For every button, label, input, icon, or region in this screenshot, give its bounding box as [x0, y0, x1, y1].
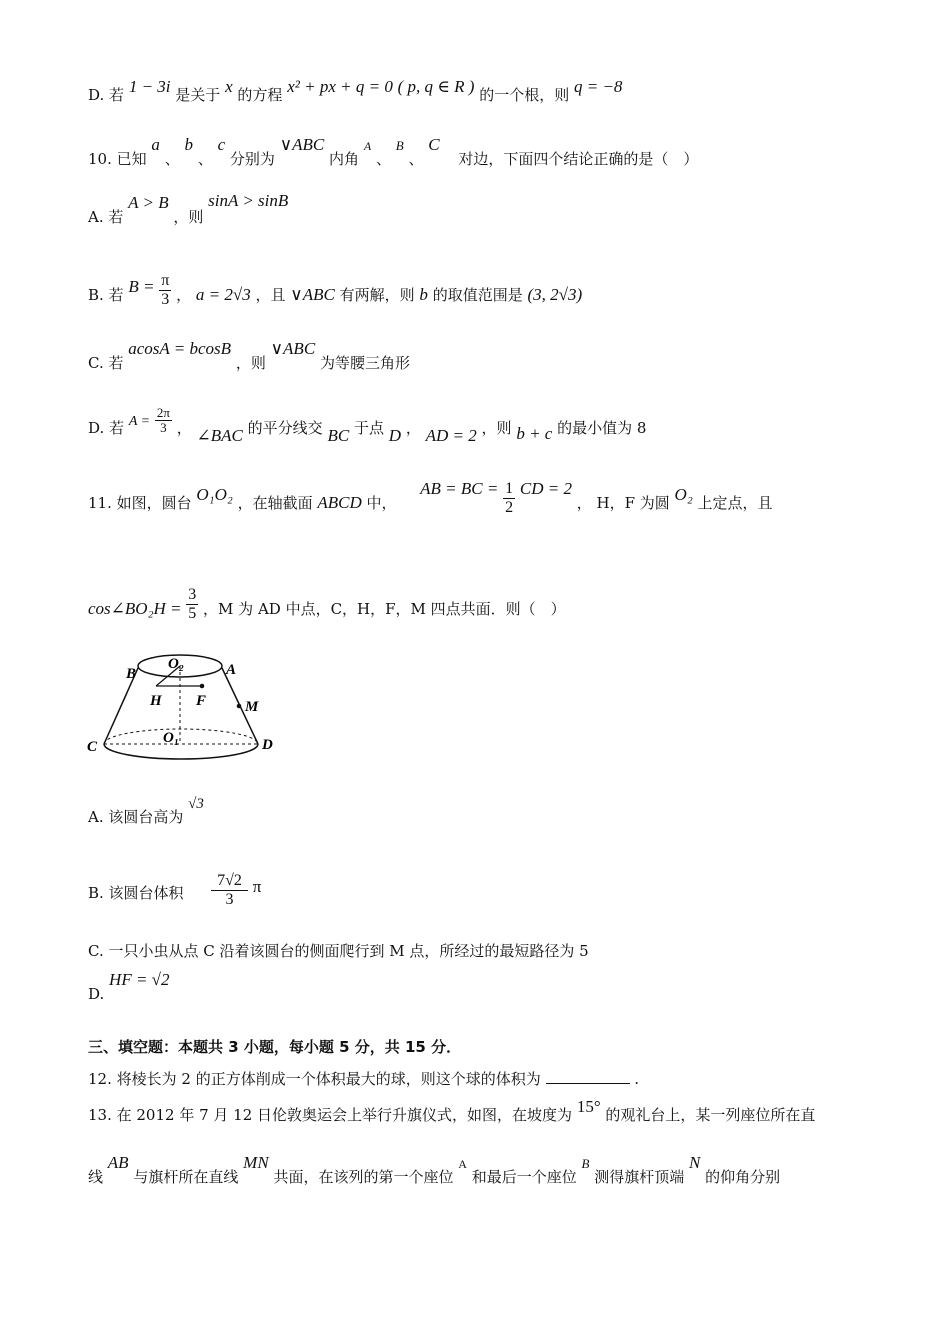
q13-l2c: 共面，在该列的第一个座位	[273, 1168, 454, 1186]
q11-o2: O₂	[674, 485, 693, 505]
q10-c-triangle: ∨ABC	[270, 339, 316, 358]
bottom-ellipse-front	[104, 744, 258, 759]
q11-b-den: 3	[225, 890, 234, 908]
q10-a-cond: A > B	[128, 193, 169, 212]
q10-b-comma: ，	[176, 286, 192, 305]
q10-a-result: sinA > sinB	[208, 191, 289, 210]
q10-number: 10. 已知	[88, 150, 147, 168]
q11-stem-line1	[88, 479, 773, 522]
q10-sep4: 、	[408, 150, 424, 168]
q10-b-range: (3, 2√3)	[527, 285, 583, 305]
q11-d-label: D.	[88, 985, 105, 1003]
q9-d-result: q = −8	[573, 77, 623, 96]
q13-b: B	[581, 1156, 590, 1171]
q11-b-pi: π	[252, 877, 262, 897]
q10-d-text4: 的最小值为 8	[557, 418, 647, 437]
q10-d-comma2: ，	[405, 418, 421, 437]
q10-text1: 分别为	[229, 150, 275, 168]
q13-degree: 15°	[576, 1097, 601, 1116]
q10-d-angle: ∠BAC	[196, 425, 243, 445]
q11-text1: ，在轴截面	[237, 494, 313, 513]
label-a: A	[226, 662, 237, 678]
q10-b-label: B. 若	[88, 286, 124, 305]
q10-sep3: 、	[375, 150, 391, 168]
label-o2: O₂	[168, 656, 185, 672]
q10-c-text1: ，则	[235, 354, 266, 372]
q10-d-text1: 的平分线交	[247, 418, 323, 437]
q11-eq2: CD = 2	[519, 479, 572, 499]
q11-option-a	[88, 796, 204, 827]
q10-d-cond: A =	[128, 413, 151, 429]
q11-stem-line2	[88, 586, 566, 628]
q10-b-cond2: a = 2√3	[195, 285, 251, 305]
q10-c: c	[217, 135, 226, 154]
q11-text5: ，M 为 AD 中点，C，H，F，M 四点共面．则（ ）	[203, 600, 566, 619]
q10-triangle: ∨ABC	[279, 135, 325, 154]
q11-b-fraction	[211, 872, 248, 908]
q10-b-triangle: ∨ABC	[290, 285, 335, 305]
q10-c-cond: acosA = bcosB	[128, 339, 232, 358]
q13-line2	[88, 1153, 781, 1187]
q11-b-num: 7√2	[211, 872, 248, 891]
q13-l2e: 测得旗杆顶端	[594, 1168, 685, 1186]
q10-sep2: 、	[197, 150, 213, 168]
q11-d-value: HF = √2	[109, 970, 170, 989]
q11-cos: cos∠BO₂H =	[88, 599, 182, 619]
frustum-figure	[84, 648, 294, 768]
q9-d-complex: 1 − 3i	[128, 77, 171, 96]
q10-b-text2: 有两解，则	[339, 286, 415, 305]
bottom-ellipse-back	[104, 729, 258, 744]
q11-b-label: B. 该圆台体积	[88, 884, 184, 903]
q11-half-den: 2	[505, 498, 514, 516]
q9-d-label: D. 若	[88, 86, 125, 104]
q11-option-b	[88, 872, 262, 912]
q10-b-text1: ，且	[255, 286, 286, 305]
q10-d-label: D. 若	[88, 418, 125, 437]
q13-mn: MN	[243, 1153, 269, 1172]
q10-option-a	[88, 191, 289, 227]
q10-c-text2: 为等腰三角形	[319, 354, 410, 372]
label-h: H	[150, 693, 162, 709]
q10-b-three: 3	[161, 290, 170, 308]
q11-cos-num: 3	[188, 586, 197, 603]
q10-d-ad: AD = 2	[425, 425, 477, 445]
q10-b-cond1: B =	[128, 277, 155, 297]
q12-end: .	[634, 1070, 640, 1088]
q11-half-num: 1	[505, 480, 514, 497]
q11-number: 11. 如图，圆台	[88, 494, 192, 513]
q10-b-pi-over-3	[159, 272, 171, 308]
q10-d-fraction	[155, 406, 172, 436]
q10-A: A	[363, 139, 372, 153]
q10-B: B	[395, 138, 404, 153]
q10-text3: 对边，下面四个结论正确的是（ ）	[458, 150, 699, 168]
q10-a: a	[151, 135, 160, 154]
q12-answer-blank[interactable]	[546, 1069, 630, 1084]
q11-text3: ， H，F 为圆	[576, 494, 670, 513]
q10-d-num: 2π	[156, 405, 170, 420]
q10-option-b	[88, 272, 583, 314]
q11-option-c	[88, 940, 589, 961]
q10-d-point: D	[388, 425, 402, 445]
q13-text2: 的观礼台上，某一列座位所在直	[605, 1106, 816, 1124]
q11-a-label: A. 该圆台高为	[88, 808, 184, 826]
label-c: C	[87, 739, 98, 755]
q10-stem	[88, 135, 699, 169]
q10-C: C	[428, 135, 440, 154]
q9-d-x: x	[225, 77, 233, 96]
q10-option-c	[88, 339, 410, 373]
q10-b-text3: 的取值范围是	[432, 286, 523, 305]
q10-d-comma: ，	[176, 418, 192, 437]
q11-option-d	[88, 970, 170, 1004]
q10-c-label: C. 若	[88, 354, 124, 372]
label-m: M	[245, 699, 259, 715]
q9-d-condition: ( p, q ∈ R )	[397, 77, 475, 96]
q13-n: N	[689, 1153, 701, 1172]
q13-line1	[88, 1097, 816, 1125]
label-o1: O₁	[163, 730, 180, 746]
q9-option-d	[88, 77, 623, 105]
label-d: D	[262, 737, 273, 753]
q11-c-label: C. 一只小虫从点 C 沿着该圆台的侧面爬行到 M 点，所经过的最短路径为 5	[88, 942, 589, 960]
q10-a-text: ，则	[173, 208, 204, 226]
q11-cos-fraction	[186, 586, 198, 622]
q10-b: b	[184, 135, 193, 154]
q10-d-bc: BC	[327, 425, 350, 445]
point-f	[200, 684, 205, 689]
q11-text2: 中，	[366, 494, 397, 513]
q9-d-text1: 是关于	[175, 86, 221, 104]
q9-d-equation: x² + px + q = 0	[287, 77, 393, 96]
q10-a-label: A. 若	[88, 208, 124, 226]
q11-cos-den: 5	[188, 604, 197, 622]
label-f: F	[196, 693, 207, 709]
q10-text2: 内角	[329, 150, 360, 168]
label-b: B	[126, 666, 137, 682]
q10-d-text3: ，则	[481, 418, 512, 437]
q13-text1: 13. 在 2012 年 7 月 12 日伦敦奥运会上举行升旗仪式，如图，在坡度为	[88, 1106, 573, 1124]
q12-text: 12. 将棱长为 2 的正方体削成一个体积最大的球，则这个球的体积为	[88, 1070, 541, 1088]
q13-ab: AB	[107, 1153, 129, 1172]
q13-l2b: 与旗杆所在直线	[133, 1168, 239, 1186]
q11-half	[503, 480, 515, 516]
q13-l2d: 和最后一个座位	[471, 1168, 577, 1186]
q13-a: A	[458, 1157, 467, 1171]
q11-eq1: AB = BC =	[420, 479, 499, 499]
q11-text4: 上定点，且	[697, 494, 773, 513]
point-m	[237, 704, 242, 709]
q10-d-den: 3	[160, 420, 167, 436]
q10-b-b: b	[419, 285, 428, 305]
section-title: 三、填空题：本题共 3 小题，每小题 5 分，共 15 分．	[88, 1038, 462, 1056]
q12	[88, 1068, 639, 1089]
q10-d-b-plus-c: b + c	[516, 423, 553, 443]
q10-b-pi: π	[161, 272, 170, 289]
q13-l2a: 线	[88, 1168, 104, 1186]
q10-sep1: 、	[164, 150, 180, 168]
q13-l2f: 的仰角分别	[705, 1168, 781, 1186]
q11-abcd: ABCD	[317, 493, 362, 513]
q9-d-text2: 的方程	[237, 86, 283, 104]
q11-o1o2: O₁O₂	[196, 485, 233, 505]
q10-d-text2: 于点	[353, 418, 384, 437]
q9-d-text3: 的一个根，则	[479, 86, 570, 104]
q11-a-value: √3	[188, 796, 204, 812]
